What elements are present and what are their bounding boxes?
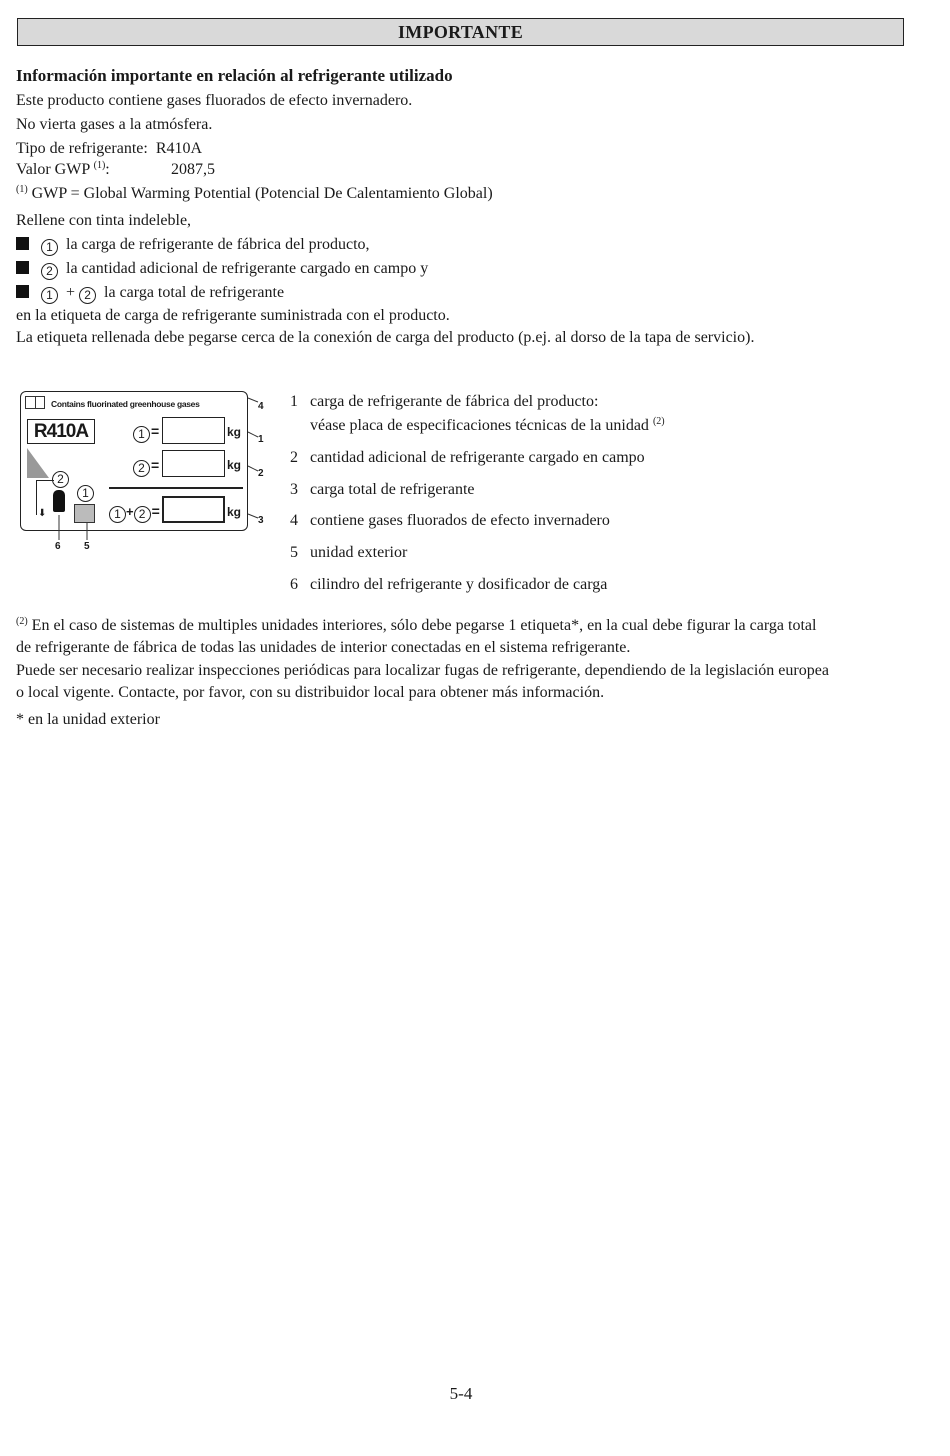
- callout-number: 1: [258, 434, 264, 445]
- callout-number: 5: [84, 541, 90, 552]
- legend-text: cantidad adicional de refrigerante cargado en campo: [310, 449, 645, 466]
- down-arrow-icon: ⬇: [38, 508, 47, 519]
- legend-item: [290, 416, 665, 436]
- legend-item: [290, 511, 610, 531]
- unit-kg: kg: [227, 505, 242, 519]
- circle-number-icon: 1: [109, 506, 126, 523]
- legend-number: 3: [290, 481, 298, 498]
- label-header-text: Contains fluorinated greenhouse gases: [51, 399, 200, 409]
- refrigerant-type-label: Tipo de refrigerante:: [16, 140, 148, 157]
- legend-text: carga de refrigerante de fábrica del producto:: [310, 393, 599, 410]
- text-line: de refrigerante de fábrica de todas las unidades de interior conectadas en el sistema refrigerante.: [16, 639, 631, 656]
- footnote-text: GWP = Global Warming Potential (Potencial De Calentamiento Global): [31, 185, 493, 202]
- section-header: IMPORTANTE: [17, 18, 904, 46]
- callout-number: 2: [258, 468, 264, 479]
- footnote-marker: (1): [16, 184, 28, 195]
- legend-number: 4: [290, 512, 298, 529]
- legend-number: 5: [290, 544, 298, 561]
- legend-text: cilindro del refrigerante y dosificador de carga: [310, 576, 608, 593]
- plus-sign: +: [126, 504, 134, 519]
- section-heading: Información importante en relación al refrigerante utilizado: [16, 66, 453, 85]
- legend-text: contiene gases fluorados de efecto invernadero: [310, 512, 610, 529]
- refrigerant-type-value: R410A: [155, 140, 203, 157]
- circle-number-icon: 2: [41, 263, 58, 280]
- text-line: Este producto contiene gases fluorados de efecto invernadero.: [16, 92, 413, 109]
- equals-sign: =: [151, 503, 160, 519]
- unit-kg: kg: [227, 425, 242, 439]
- legend-item: [290, 448, 645, 468]
- label-refrigerant-name: R410A: [27, 419, 95, 444]
- legend-number: 6: [290, 576, 298, 593]
- circle-number-icon: 1: [77, 485, 94, 502]
- circle-number-icon: 2: [134, 506, 151, 523]
- text-line: * en la unidad exterior: [16, 711, 160, 728]
- text-line: en la etiqueta de carga de refrigerante suministrada con el producto.: [16, 307, 450, 324]
- footnote-text: En el caso de sistemas de multiples unidades interiores, sólo debe pegarse 1 etiqueta*, en la cual debe figurar la carga total: [31, 617, 817, 634]
- legend-item: [290, 543, 407, 563]
- footnote-marker: (2): [652, 416, 665, 427]
- legend-item: [290, 575, 607, 595]
- callout-leaders: [0, 0, 950, 560]
- circle-number-icon: 2: [52, 471, 69, 488]
- text-line: No vierta gases a la atmósfera.: [16, 116, 213, 133]
- legend-number: 1: [290, 393, 298, 410]
- legend-text: véase placa de especificaciones técnicas de la unidad: [310, 417, 649, 434]
- unit-kg: kg: [227, 458, 242, 472]
- footnote-2: [16, 616, 816, 636]
- bullet-text: la carga total de refrigerante: [104, 284, 285, 301]
- circle-number-icon: 1: [41, 287, 58, 304]
- bullet-text: la cantidad adicional de refrigerante cargado en campo y: [66, 260, 429, 277]
- legend-item: [290, 392, 598, 412]
- legend-number: 2: [290, 449, 298, 466]
- text-line: Rellene con tinta indeleble,: [16, 212, 192, 229]
- text-line: o local vigente. Contacte, por favor, con su distribuidor local para obtener más información.: [16, 684, 605, 701]
- gwp-label: Valor GWP: [16, 161, 90, 178]
- circle-number-icon: 1: [133, 426, 150, 443]
- footnote-marker: (1): [93, 160, 106, 171]
- gwp-colon: :: [105, 161, 110, 178]
- text-line: La etiqueta rellenada debe pegarse cerca de la conexión de carga del producto (p.ej. al dorso de la tapa de servicio).: [16, 329, 755, 346]
- callout-number: 3: [258, 515, 264, 526]
- legend-text: carga total de refrigerante: [310, 481, 475, 498]
- circle-number-icon: 2: [133, 460, 150, 477]
- circle-number-icon: 1: [41, 239, 58, 256]
- legend-item: [290, 480, 475, 500]
- footnote-marker: (2): [16, 616, 28, 627]
- circle-number-icon: 2: [79, 287, 96, 304]
- equals-sign: =: [151, 423, 160, 439]
- bullet-text: la carga de refrigerante de fábrica del producto,: [66, 236, 370, 253]
- gwp-value: 2087,5: [171, 161, 215, 178]
- plus-sign: +: [66, 284, 76, 301]
- callout-number: 6: [55, 541, 61, 552]
- callout-number: 4: [258, 401, 264, 412]
- text-line: Puede ser necesario realizar inspecciones periódicas para localizar fugas de refrigerante, dependiendo de la legislación europea: [16, 662, 829, 679]
- legend-text: unidad exterior: [310, 544, 408, 561]
- equals-sign: =: [151, 457, 160, 473]
- page-number: 5-4: [449, 1384, 473, 1403]
